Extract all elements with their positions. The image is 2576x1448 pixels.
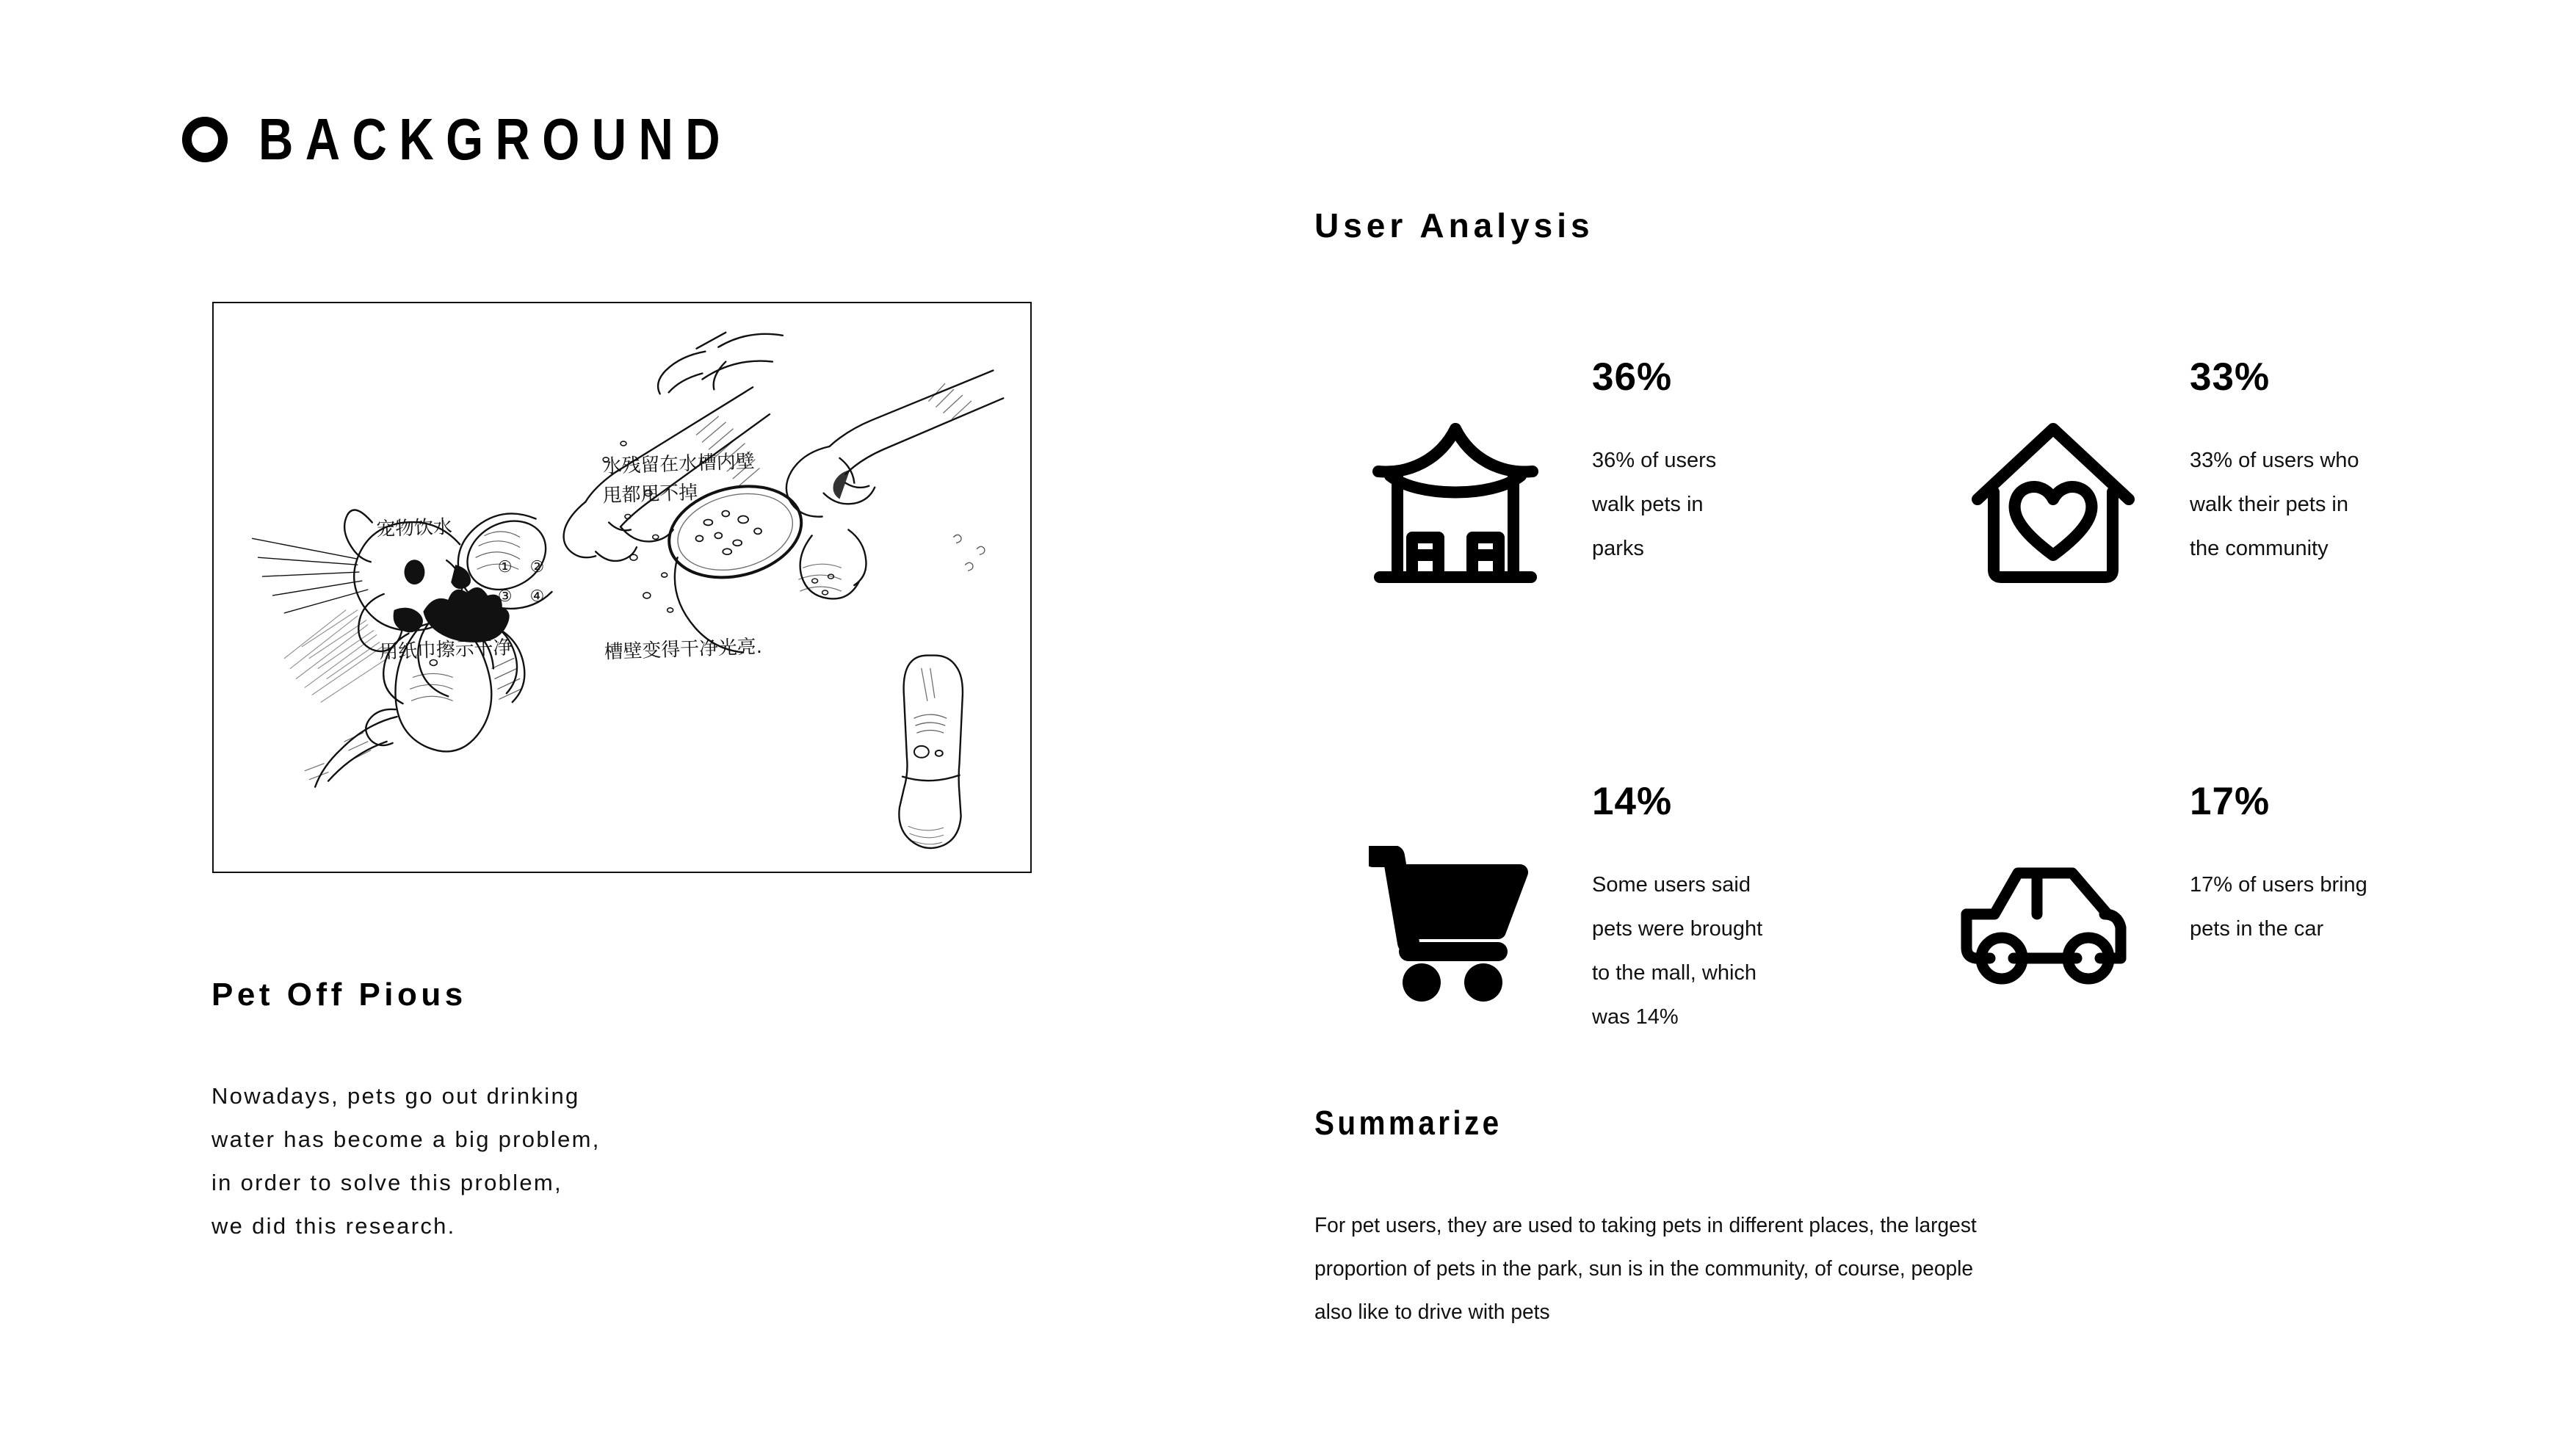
stat-text-park <box>1592 350 1716 571</box>
stat-block-community <box>1955 350 2359 587</box>
stat-description-line: parks <box>1592 537 1644 560</box>
stat-percent-park: 36% <box>1592 355 1673 399</box>
pagoda-pavilion-icon <box>1357 419 1554 589</box>
summarize-line: For pet users, they are used to taking pets in different places, the largest <box>1314 1214 1977 1237</box>
stat-description-mall <box>1592 863 1762 1039</box>
stat-text-car <box>2190 775 2367 951</box>
sketch-caption-residue-line1: 水残留在水槽内壁 <box>602 450 756 478</box>
shopping-cart-icon <box>1357 846 1554 1004</box>
house-heart-icon <box>1955 419 2152 587</box>
page-title: BACKGROUND <box>258 106 733 172</box>
left-body-line: water has become a big problem, <box>211 1126 601 1152</box>
stat-percent-mall: 14% <box>1592 780 1673 823</box>
stat-description-line: to the mall, which <box>1592 961 1757 985</box>
left-body-line: Nowadays, pets go out drinking <box>211 1083 580 1109</box>
stat-description-line: the community <box>2190 537 2329 560</box>
stat-description-line: 36% of users <box>1592 449 1717 472</box>
left-body-text <box>211 1074 814 1248</box>
sketch-caption-clean: 槽壁变得干净光亮. <box>604 636 763 664</box>
stat-description-line: 33% of users who <box>2190 449 2359 472</box>
stat-description-community <box>2190 438 2359 571</box>
stat-description-line: 17% of users bring <box>2190 873 2367 897</box>
car-icon <box>1955 863 2152 992</box>
left-section-heading: Pet Off Pious <box>211 977 467 1013</box>
summarize-body-text <box>1314 1204 2183 1334</box>
stat-description-line: walk pets in <box>1592 493 1704 516</box>
left-body-line: in order to solve this problem, <box>211 1170 562 1195</box>
sketch-illustration-frame <box>212 302 1032 873</box>
summarize-line: also like to drive with pets <box>1314 1300 1550 1324</box>
stat-description-line: was 14% <box>1592 1005 1679 1029</box>
stat-description-park <box>1592 438 1716 571</box>
summarize-line: proportion of pets in the park, sun is in the community, of course, people <box>1314 1257 1974 1281</box>
stat-description-line: pets were brought <box>1592 917 1763 941</box>
hand-drawn-pet-water-sketch <box>214 303 1030 872</box>
sketch-step-4: ④ <box>529 587 545 606</box>
sketch-caption-wipe: 用纸巾擦示干净 <box>378 637 513 664</box>
circle-outline-icon <box>182 117 228 162</box>
stat-description-line: walk their pets in <box>2190 493 2348 516</box>
stat-description-car <box>2190 863 2367 951</box>
sketch-step-2: ② <box>529 558 545 577</box>
sketch-caption-residue-line2: 甩都甩不掉 <box>602 482 698 507</box>
stat-percent-community: 33% <box>2190 355 2271 399</box>
left-body-line: we did this research. <box>211 1213 456 1239</box>
sketch-step-3: ③ <box>497 587 513 606</box>
stat-text-community <box>2190 350 2359 571</box>
stat-description-line: pets in the car <box>2190 917 2324 941</box>
sketch-caption-drinking: 宠物饮水 <box>375 515 453 541</box>
stat-description-line: Some users said <box>1592 873 1751 897</box>
summarize-heading: Summarize <box>1314 1104 1502 1142</box>
stat-percent-car: 17% <box>2190 780 2271 823</box>
stat-block-park <box>1357 350 1716 589</box>
stat-block-mall <box>1357 775 1762 1039</box>
section-header <box>182 106 836 172</box>
user-analysis-heading: User Analysis <box>1314 206 1594 245</box>
stat-text-mall <box>1592 775 1762 1039</box>
stat-block-car <box>1955 775 2367 992</box>
sketch-step-1: ① <box>497 558 513 577</box>
